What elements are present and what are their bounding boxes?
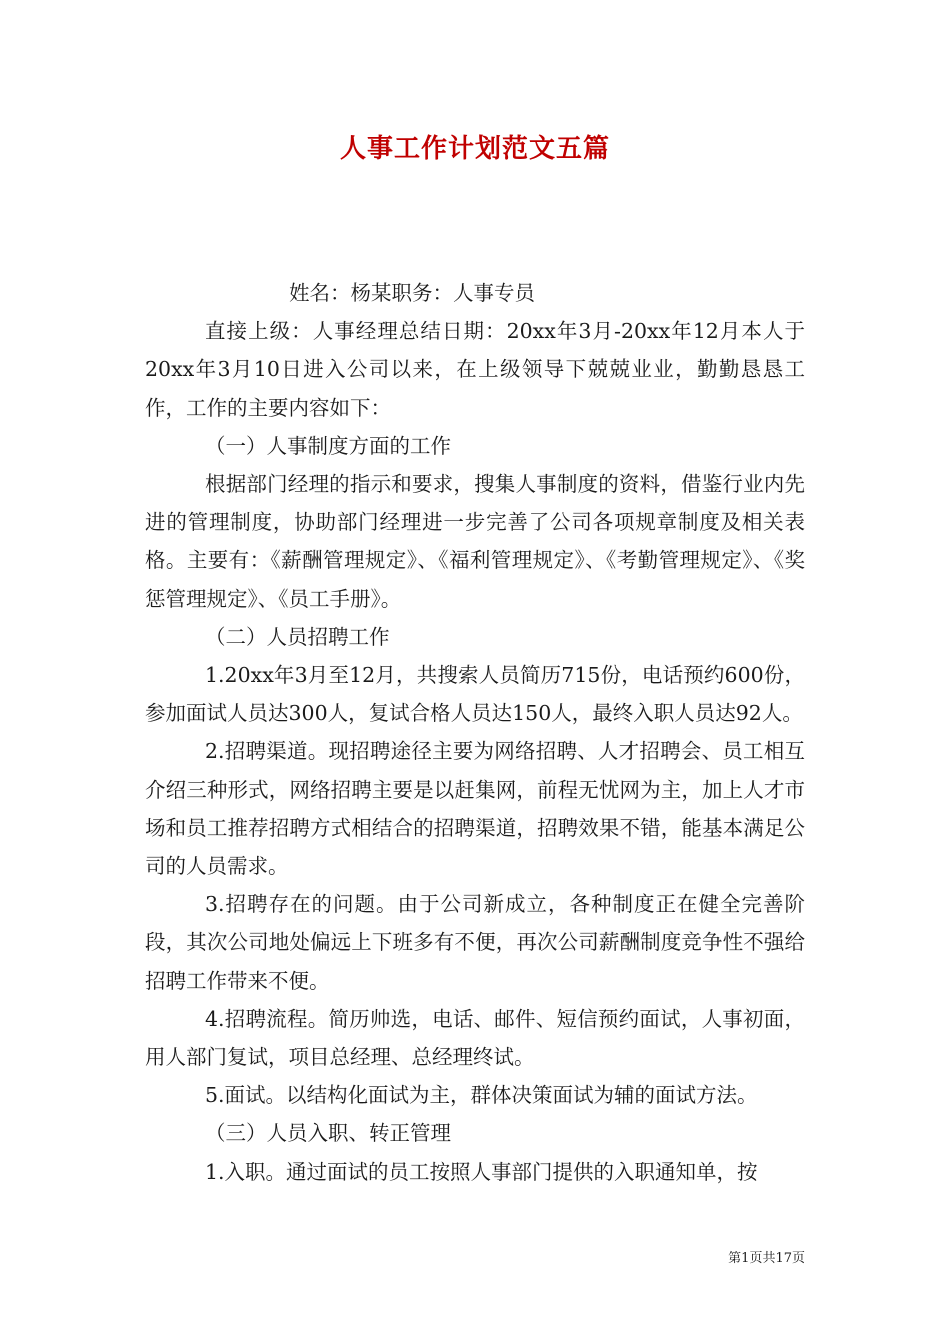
paragraph: 根据部门经理的指示和要求，搜集人事制度的资料，借鉴行业内先进的管理制度，协助部门经理进一步完善了公司各项规章制度及相关表格。主要有：《薪酬管理规定》、《福利管理规定》、《考勤管理规定》、《奖惩管理规定》、《员工手册》。 [145, 472, 805, 611]
paragraph: 3.招聘存在的问题。由于公司新成立，各种制度正在健全完善阶段，其次公司地处偏远上下班多有不便，再次公司薪酬制度竞争性不强给招聘工作带来不便。 [145, 892, 805, 993]
paragraph: 4.招聘流程。简历帅选，电话、邮件、短信预约面试，人事初面，用人部门复试，项目总经理、总经理终试。 [145, 1006, 805, 1070]
section-heading: （二）人员招聘工作 [205, 624, 390, 649]
section-heading: （三）人员入职、转正管理 [205, 1121, 451, 1146]
paragraph: 1.入职。通过面试的员工按照人事部门提供的入职通知单，按 [205, 1159, 758, 1184]
paragraph: 2.招聘渠道。现招聘途径主要为网络招聘、人才招聘会、员工相互介绍三种形式，网络招聘主要是以赶集网，前程无忧网为主，加上人才市场和员工推荐招聘方式相结合的招聘渠道，招聘效果不错，能基本满足公司的人员需求。 [145, 739, 805, 879]
paragraph: 直接上级：人事经理总结日期：20xx年3月-20xx年12月本人于20xx年3月10日进入公司以来，在上级领导下兢兢业业，勤勤恳恳工作，工作的主要内容如下： [145, 319, 805, 420]
paragraph-info: 姓名：杨某职务：人事专员 [289, 281, 535, 305]
paragraph: 1.20xx年3月至12月，共搜索人员简历715份，电话预约600份，参加面试人员达300人，复试合格人员达150人，最终入职人员达92人。 [145, 663, 805, 726]
page-number: 第1页共17页 [728, 1251, 805, 1266]
section-heading: （一）人事制度方面的工作 [205, 433, 451, 458]
paragraph: 5.面试。以结构化面试为主，群体决策面试为辅的面试方法。 [205, 1083, 758, 1108]
document-body [145, 274, 805, 1191]
document-title: 人事工作计划范文五篇 [339, 134, 610, 164]
